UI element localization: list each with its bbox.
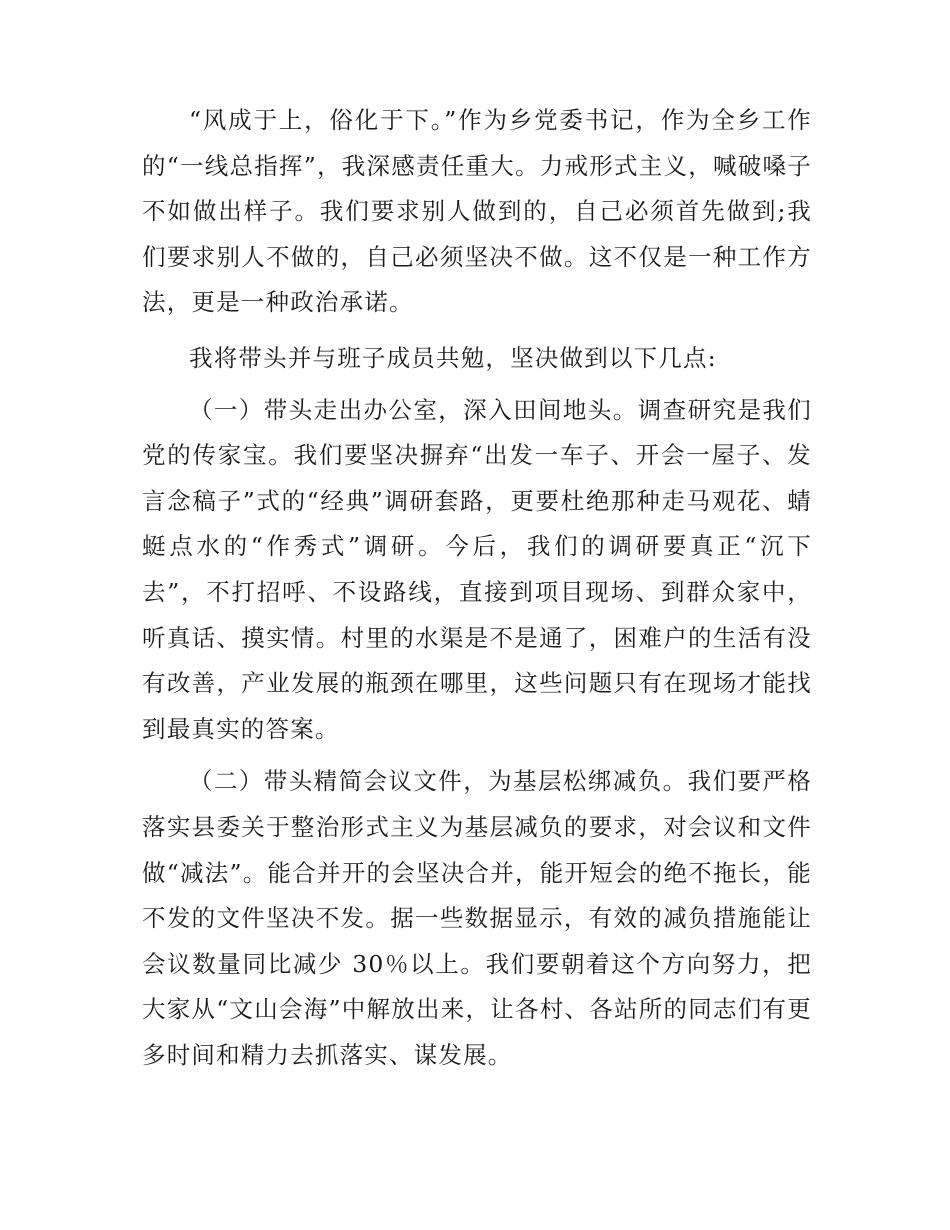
paragraph-point-one: （一）带头走出办公室，深入田间地头。调查研究是我们党的传家宝。我们要坚决摒弃“出发一车子、开会一屋子、发言念稿子”式的“经典”调研套路，更要杜绝那种走马观花、蜻蜓点水的“作秀式”调研。今后，我们的调研要真正“沉下去”，不打招呼、不设路线，直接到项目现场、到群众家中，听真话、摸实情。村里的水渠是不是通了，困难户的生活有没有改善，产业发展的瓶颈在哪里，这些问题只有在现场才能找到最真实的答案。 (142, 395, 812, 743)
paragraph-point-two: （二）带头精简会议文件，为基层松绑减负。我们要严格落实县委关于整治形式主义为基层减负的要求，对会议和文件做“减法”。能合并开的会坚决合并，能开短会的绝不拖长，能不发的文件坚决不发。据一些数据显示，有效的减负措施能让会议数量同比减少 30％以上。我们要朝着这个方向努力，把大家从“文山会海”中解放出来，让各村、各站所的同志们有更多时间和精力去抓落实、谋发展。 (142, 767, 812, 1069)
document-body (142, 98, 812, 1078)
paragraph-commitment: 我将带头并与班子成员共勉，坚决做到以下几点: (189, 343, 717, 372)
paragraph-intro: “风成于上，俗化于下。”作为乡党委书记，作为全乡工作的“一线总指挥”，我深感责任重大。力戒形式主义，喊破嗓子不如做出样子。我们要求别人做到的，自己必须首先做到;我们要求别人不做的，自己必须坚决不做。这不仅是一种工作方法，更是一种政治承诺。 (142, 106, 812, 317)
